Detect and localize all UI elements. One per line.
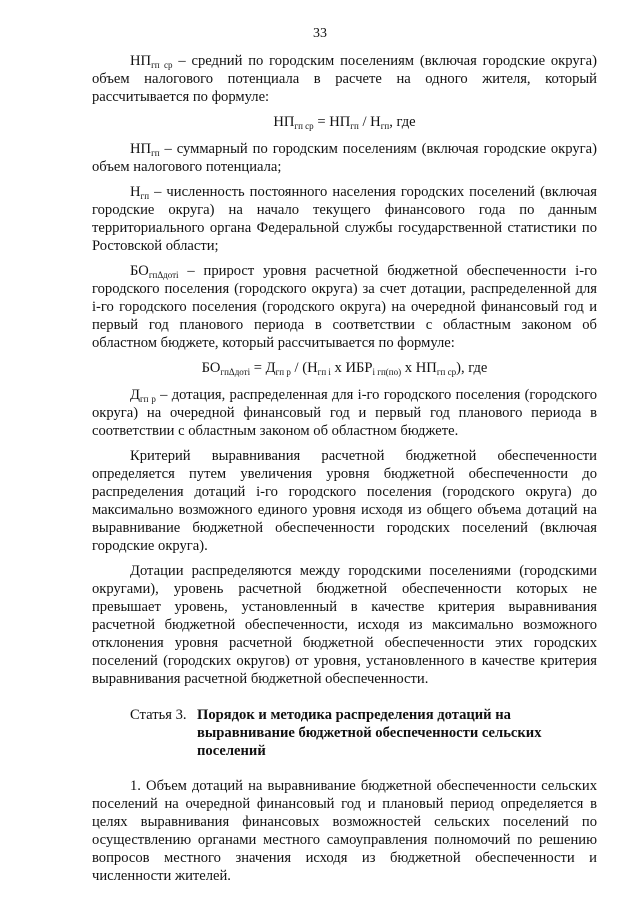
paragraph-d-gp-r: [92, 386, 597, 440]
symbol-subscript: гп: [140, 191, 150, 201]
paragraph-np-gp: [92, 140, 597, 176]
article-title: Порядок и методика распределения дотаций на выравнивание бюджетной обеспеченности сельских поселений: [197, 707, 542, 759]
article-heading: [92, 706, 597, 760]
symbol-subscript: гп: [151, 148, 160, 158]
paragraph-text: – средний по городским поселениям (включая городские округа) объем налогового потенциала в расчете на одного жителя, который рассчитывается по формуле:: [92, 53, 597, 105]
formula-subscript: гп: [350, 121, 359, 131]
paragraph-text: – дотация, распределенная для i-го городского поселения (городского округа) на очередной финансовый год и первый год планового периода в соответствии с областным законом об областном бюджете.: [92, 387, 597, 439]
formula-subscript: гп р: [275, 367, 291, 377]
formula-term: / Н: [358, 114, 381, 130]
paragraph-text: – суммарный по городским поселениям (включая городские округа) объем налогового потенциала;: [92, 141, 597, 175]
symbol: НП: [130, 53, 152, 69]
formula-subscript: гп ср: [436, 367, 457, 377]
formula-np-gp-sr: [92, 113, 597, 131]
paragraph-article-3-item-1: 1. Объем дотаций на выравнивание бюджетной обеспеченности сельских поселений на очередной финансовый год и плановый период определяется в целях выравнивания финансовых возможностей сельских поселений по осуществлению органами местного самоуправления полномочий по решению вопросов местного значения исходя из бюджетной обеспеченности и численности жителей.: [92, 778, 597, 884]
document-body: [92, 52, 597, 892]
formula-subscript: гп ср: [294, 121, 314, 131]
symbol: НП: [130, 141, 152, 157]
formula-term: ), где: [456, 360, 488, 376]
symbol-subscript: гпΔдотi: [148, 270, 179, 280]
formula-subscript: гп: [380, 121, 390, 131]
paragraph-text: – численность постоянного населения городских поселений (включая городские округа) на начало текущего финансового года по данным территориального органа Федеральной службы государственной статистики по Ростовской области;: [92, 184, 597, 254]
symbol-subscript: гп р: [139, 394, 156, 404]
formula-term: х НП: [401, 360, 437, 376]
formula-term: = НП: [313, 114, 351, 130]
paragraph-criterion: Критерий выравнивания расчетной бюджетной обеспеченности определяется путем увеличения уровня бюджетной обеспеченности до распределения дотаций i-го городского поселения (городского округа) до максимально возможного единого уровня исходя из общего объема дотаций на выравнивание бюджетной обеспеченности городских поселений (включая городские округа).: [92, 448, 597, 554]
formula-term: = Д: [250, 360, 276, 376]
symbol: БО: [130, 263, 149, 279]
paragraph-bo-delta: [92, 262, 597, 352]
formula-term: х ИБР: [330, 360, 373, 376]
paragraph-text: – прирост уровня расчетной бюджетной обеспеченности i-го городского поселения (городского округа) за счет дотации, распределенной для i-го городского поселения (городского округа) на очередной финансовый год и первый год планового периода в соответствии с областным законом об областном бюджете, который рассчитывается по формуле:: [92, 263, 597, 351]
paragraph-n-gp: [92, 183, 597, 255]
symbol-subscript: гп ср: [151, 60, 173, 70]
paragraph-distribution: Дотации распределяются между городскими поселениями (городскими округами), уровень расчетной бюджетной обеспеченности которых не превышает уровень, установленный в качестве критерия выравнивания расчетной бюджетной обеспеченности, исходя из максимально возможного отклонения уровня расчетной бюджетной обеспеченности этих городских поселений (городских округов) от уровня, установленного в качестве критерия выравнивания расчетной бюджетной обеспеченности.: [92, 563, 597, 687]
symbol: Д: [130, 387, 140, 403]
formula-subscript: гпΔдотi: [220, 367, 251, 377]
formula-term: НП: [273, 114, 295, 130]
formula-subscript: i гп(по): [372, 367, 402, 377]
article-label: Статья 3.: [130, 707, 187, 723]
page-number: 33: [313, 26, 327, 41]
formula-term: БО: [201, 360, 221, 376]
formula-subscript: гп i: [317, 367, 331, 377]
formula-bo-delta: [92, 359, 597, 377]
formula-term: / (Н: [290, 360, 318, 376]
formula-term: , где: [389, 114, 416, 130]
paragraph-np-gp-sr: [92, 52, 597, 106]
symbol: Н: [130, 184, 141, 200]
